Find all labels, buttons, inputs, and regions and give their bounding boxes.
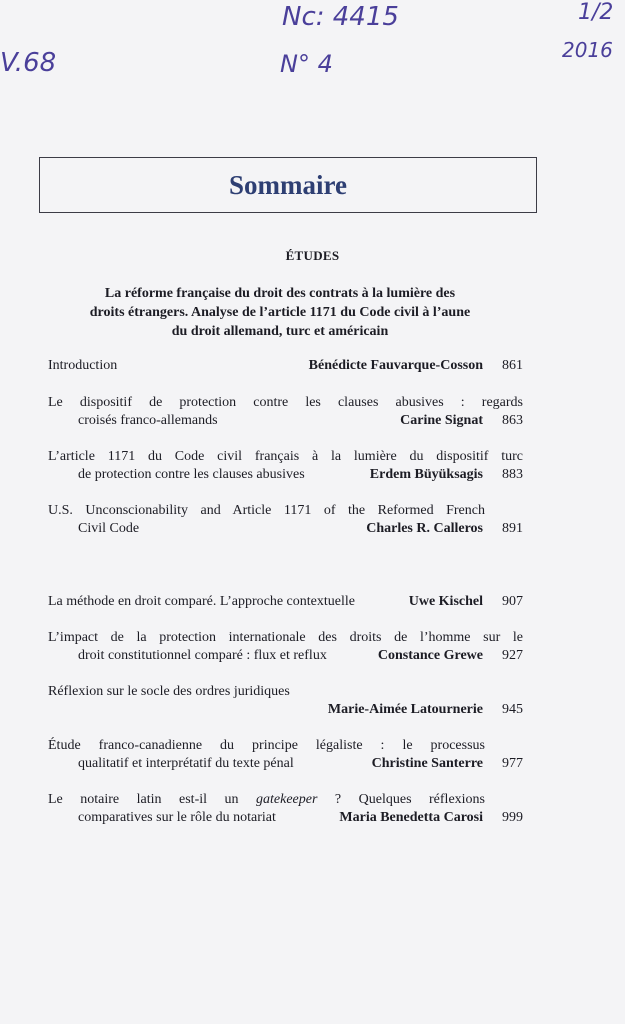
toc-entry (48, 791, 523, 827)
entry-author: Bénédicte Fauvarque-Cosson (308, 358, 483, 373)
heading-line: du droit allemand, turc et américain (171, 324, 389, 339)
entry-title: L’article 1171 du Code civil français à la lumière du dispositif turc (48, 449, 523, 464)
entry-title: Étude franco-canadienne du principe légaliste : le processus (48, 738, 485, 753)
entry-title: Réflexion sur le socle des ordres juridiques (48, 684, 290, 699)
entry-title-cont: croisés franco-allemands (78, 413, 218, 428)
entry-author: Christine Santerre (371, 756, 483, 771)
entry-author: Maria Benedetta Carosi (339, 810, 483, 825)
title-box (39, 157, 537, 213)
toc-entry (48, 737, 523, 773)
toc-entry (48, 448, 523, 484)
heading-line: droits étrangers. Analyse de l’article 1171 du Code civil à l’aune (89, 305, 471, 320)
entry-title: Introduction (48, 358, 118, 373)
entry-title: U.S. Unconscionability and Article 1171 of the Reformed French (48, 503, 485, 518)
entry-page: 907 (502, 594, 523, 609)
entry-title-cont: de protection contre les clauses abusives (78, 467, 305, 482)
emphasis-term: gatekeeper (256, 792, 318, 807)
toc-entry (48, 394, 523, 430)
toc-entry (48, 629, 523, 665)
section-heading: ÉTUDES (285, 248, 340, 263)
entry-page: 863 (502, 413, 523, 428)
entry-author: Erdem Büyüksagis (369, 467, 483, 482)
handwritten-call-number: Nc: 4415 (282, 2, 399, 32)
entry-page: 883 (502, 467, 523, 482)
toc-entry (48, 502, 523, 538)
entry-author: Charles R. Calleros (366, 521, 483, 536)
entry-page: 945 (502, 702, 523, 717)
entry-title: Le notaire latin est-il un gatekeeper ? Quelques réflexions (48, 792, 485, 807)
bleed-through-text (100, 118, 103, 130)
handwritten-issue-number: N° 4 (280, 50, 333, 78)
toc-entry (48, 593, 523, 611)
entry-title: Le dispositif de protection contre les clauses abusives : regards (48, 395, 523, 410)
toc-entry (48, 683, 523, 719)
entry-title-cont: droit constitutionnel comparé : flux et reflux (78, 648, 327, 663)
handwritten-year: 2016 (562, 38, 613, 62)
entry-title: La méthode en droit comparé. L’approche contextuelle (48, 594, 355, 609)
entry-page: 861 (502, 358, 523, 373)
heading-line: La réforme française du droit des contrats à la lumière des (104, 286, 456, 301)
entry-author: Marie-Aimée Latournerie (327, 702, 483, 717)
entry-title-cont: qualitatif et interprétatif du texte pénal (78, 756, 294, 771)
entry-page: 891 (502, 521, 523, 536)
entry-page: 977 (502, 756, 523, 771)
entry-page: 927 (502, 648, 523, 663)
dossier-heading (40, 284, 520, 341)
page-title: Sommaire (229, 169, 347, 200)
handwritten-fraction: 1/2 (578, 0, 614, 25)
handwritten-volume: V.68 (0, 48, 57, 78)
entry-title: L’impact de la protection internationale des droits de l’homme sur le (48, 630, 523, 645)
toc-entry (48, 357, 523, 375)
entry-page: 999 (502, 810, 523, 825)
entry-title-cont: Civil Code (78, 521, 140, 536)
entry-title-cont: comparatives sur le rôle du notariat (78, 810, 276, 825)
entry-author: Uwe Kischel (408, 594, 483, 609)
entry-author: Constance Grewe (377, 648, 483, 663)
entry-author: Carine Signat (400, 413, 483, 428)
